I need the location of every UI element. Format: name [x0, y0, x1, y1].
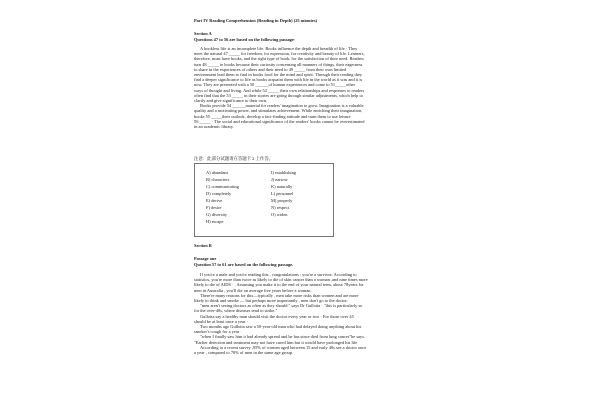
passage-line: likely to drink and smoke — but perhaps more importantly , men don't go to the doctor. — [194, 298, 348, 304]
section-a-questions: Questions 47 to 56 are based on the following passage· — [194, 36, 296, 42]
passage-line: Gullotta say a healthy man should visit the doctor every year or two · For those over 45 — [200, 313, 354, 319]
answer-sheet-instruction: 注意：此部分试题请在答题卡 2 上作答。 — [194, 156, 274, 161]
word-option: I) establishing — [271, 170, 296, 175]
word-option: F) desire — [206, 205, 222, 210]
passage-line: According to a recent survey ,95% of women aged between 15 and early 40s see a doctor once — [200, 344, 367, 350]
passage-line: likely to die of AIDS · . Assuming you make it to the end of your natural term, about 78years for — [194, 282, 364, 288]
word-option: N) respect — [271, 205, 290, 210]
section-b-label: Section B — [194, 243, 212, 248]
word-option: O) widen — [271, 212, 288, 217]
passage-line: should be at least once a year · — [194, 318, 249, 324]
word-option: G) diversity — [206, 212, 228, 217]
word-option: J) narrow — [271, 177, 288, 182]
passage-line: turn 48 _____ to books because their curiosity concerning all manners of things, their eagerness — [194, 61, 363, 67]
passage-line: quality and a motivating power, and stimulates achievement. While enriching their imagination, — [194, 108, 363, 114]
passage-line: 56 _____ · The social and educational significance of the readers' books cannot be overestimated — [194, 118, 365, 124]
passage-line: If you're a male and you're reading this , congratulations : you're a survivor. According to — [200, 272, 357, 277]
part-title: Part IV Reading Comprehension (Reading in Depth) (25 minutes) — [194, 18, 318, 23]
passage-line: smoker's cough for a year · — [194, 329, 242, 335]
passage-line: clarify and give significance to their own. — [194, 98, 268, 104]
passage-line: "men aren't seeing doctors as often as they should " says Dr Gullotta · "this is particularly so — [200, 303, 363, 309]
word-option: A) abundant — [206, 170, 228, 175]
word-option: K) naturally — [271, 184, 293, 189]
passage-line: Books provide 54 ______material for readers' imagination to grow. Imagination is a valuable — [200, 103, 364, 109]
section-a-label: Section A — [194, 31, 212, 36]
passage-line: meet the natural 47 _____ for freedom, for expression, for creativity and beauty of life. Learners, — [194, 51, 365, 57]
passage-line: in an academic library. — [194, 124, 234, 130]
passage-line: "Earlier detection and treatment may not have cured him but it would have prolonged his life — [194, 339, 358, 345]
word-option: C) communicating — [206, 184, 239, 189]
passage-line: for the over-40s, where diseases tend to strike." — [194, 308, 278, 314]
passage-line: A bookless life is an incomplete life. Books influence the depth and breadth of life · They — [200, 46, 358, 51]
passage-line: men in Australia , you'll die on average five years before a woman. — [194, 287, 312, 293]
word-bank-box — [194, 163, 334, 237]
passage-line: "when I finally saw him it had already spread and he has since died from lung cancer"he says. — [200, 334, 366, 340]
passage-line: statistics, you're more than twice as likely to die of skin cancer than a woman ,and nine times more — [194, 277, 368, 283]
passage-line: a year , compared to 70% of men in the same age group. — [194, 350, 293, 356]
passage-one-label: Passage one — [194, 256, 217, 261]
passage-line: There're many reasons for this—typically , men take more risks than women and are more — [200, 292, 359, 298]
passage-line: therefore, must have books, and the right type of book, for the satisfaction of their need. Readers — [194, 56, 364, 62]
passage-line: to share in the experiences of others and their need to 49 _____ from their own limited — [194, 66, 347, 72]
word-option: H) escape — [206, 219, 224, 224]
passage-line: environment lead them to find in books food for the mind and spirit. Through their reading they — [194, 72, 363, 78]
section-b-passage — [194, 272, 444, 355]
word-option: D) completely — [206, 191, 232, 196]
word-option: M) properly — [271, 198, 293, 203]
word-option: E) derive — [206, 198, 223, 203]
word-option: L) personnel — [271, 191, 294, 196]
passage-line: now. They are presented with a 50 ______of human experiences and come to 51_____other — [194, 82, 356, 88]
passage-line: often find that the 53 _____ in their stories are going through similar adjustments, which help to — [194, 92, 363, 98]
section-a-passage — [194, 46, 444, 129]
word-option: B) characters — [206, 177, 230, 182]
passage-line: Two months ago Gullotta saw a 50-year-old man who had delayed doing anything about his — [200, 324, 362, 330]
passage-line: find a deeper significance to life as books acquaint them with life in the world as it was and it is — [194, 77, 363, 83]
section-b-questions: Question 57 to 61 are based on the following passage. — [194, 261, 294, 267]
passage-line: books 55 _____their outlook, develop a fact-finding attitude and train them to use leisure — [194, 113, 351, 119]
passage-line: ways of thought and living. And while 52 _____ their own relationships and responses to readers — [194, 87, 365, 93]
